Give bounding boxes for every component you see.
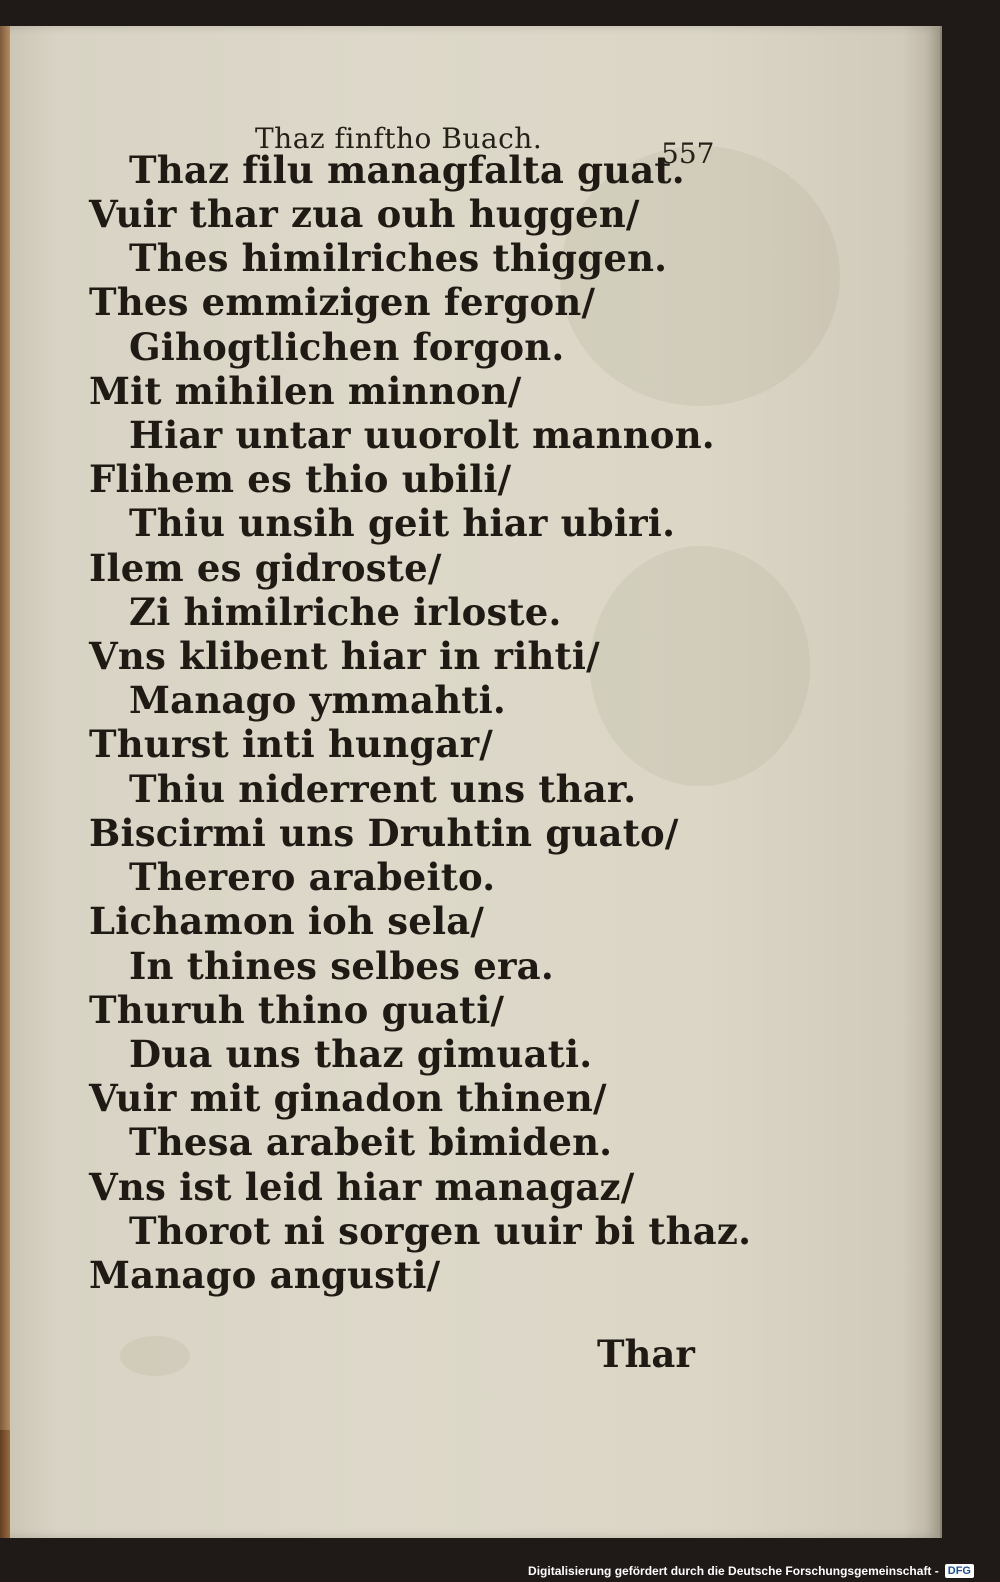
dfg-logo: DFG: [945, 1564, 974, 1578]
verse-line: Thesa arabeit bimiden.: [129, 1120, 613, 1164]
verse-line: Zi himilriche irloste.: [129, 590, 562, 634]
verse-line: Thes emmizigen fergon/: [89, 280, 596, 324]
book-edge: [0, 26, 10, 1538]
verse-line: Flihem es thio ubili/: [89, 457, 512, 501]
verse-line: In thines selbes era.: [129, 944, 554, 988]
verse-line: Thurst inti hungar/: [89, 722, 493, 766]
verse-text: [0, 26, 940, 1538]
page-number: 557: [661, 137, 715, 170]
verse-line: Thes himilriches thiggen.: [129, 236, 668, 280]
book-edge-bottom: [0, 1430, 10, 1538]
verse-line: Thuruh thino guati/: [89, 988, 505, 1032]
digitization-credit: [528, 1564, 974, 1578]
verse-line: Thorot ni sorgen uuir bi thaz.: [129, 1209, 752, 1253]
verse-line: Hiar untar uuorolt mannon.: [129, 413, 715, 457]
verse-line: Vuir mit ginadon thinen/: [89, 1076, 607, 1120]
verse-line: Gihogtlichen forgon.: [129, 325, 565, 369]
verse-line: Dua uns thaz gimuati.: [129, 1032, 593, 1076]
verse-line: Manago angusti/: [89, 1253, 441, 1297]
book-page: [0, 26, 942, 1538]
credit-text: Digitalisierung gefördert durch die Deutsche Forschungsgemeinschaft -: [528, 1564, 939, 1578]
verse-line: Ilem es gidroste/: [89, 546, 442, 590]
verse-line: Lichamon ioh sela/: [89, 899, 485, 943]
verse-line: Biscirmi uns Druhtin guato/: [89, 811, 679, 855]
verse-line: Manago ymmahti.: [129, 678, 506, 722]
verse-line: Vns klibent hiar in rihti/: [89, 634, 600, 678]
verse-line: Thiu niderrent uns thar.: [129, 767, 637, 811]
verse-line: Mit mihilen minnon/: [89, 369, 522, 413]
running-head: Thaz finftho Buach.: [255, 122, 543, 155]
verse-line: Vns ist leid hiar managaz/: [89, 1165, 635, 1209]
verse-line: Vuir thar zua ouh huggen/: [89, 192, 640, 236]
verse-line: Therero arabeito.: [129, 855, 496, 899]
verse-line: Thiu unsih geit hiar ubiri.: [129, 501, 676, 545]
catchword: Thar: [597, 1332, 695, 1376]
verse-line: Thaz filu managfalta guat.: [129, 148, 685, 192]
